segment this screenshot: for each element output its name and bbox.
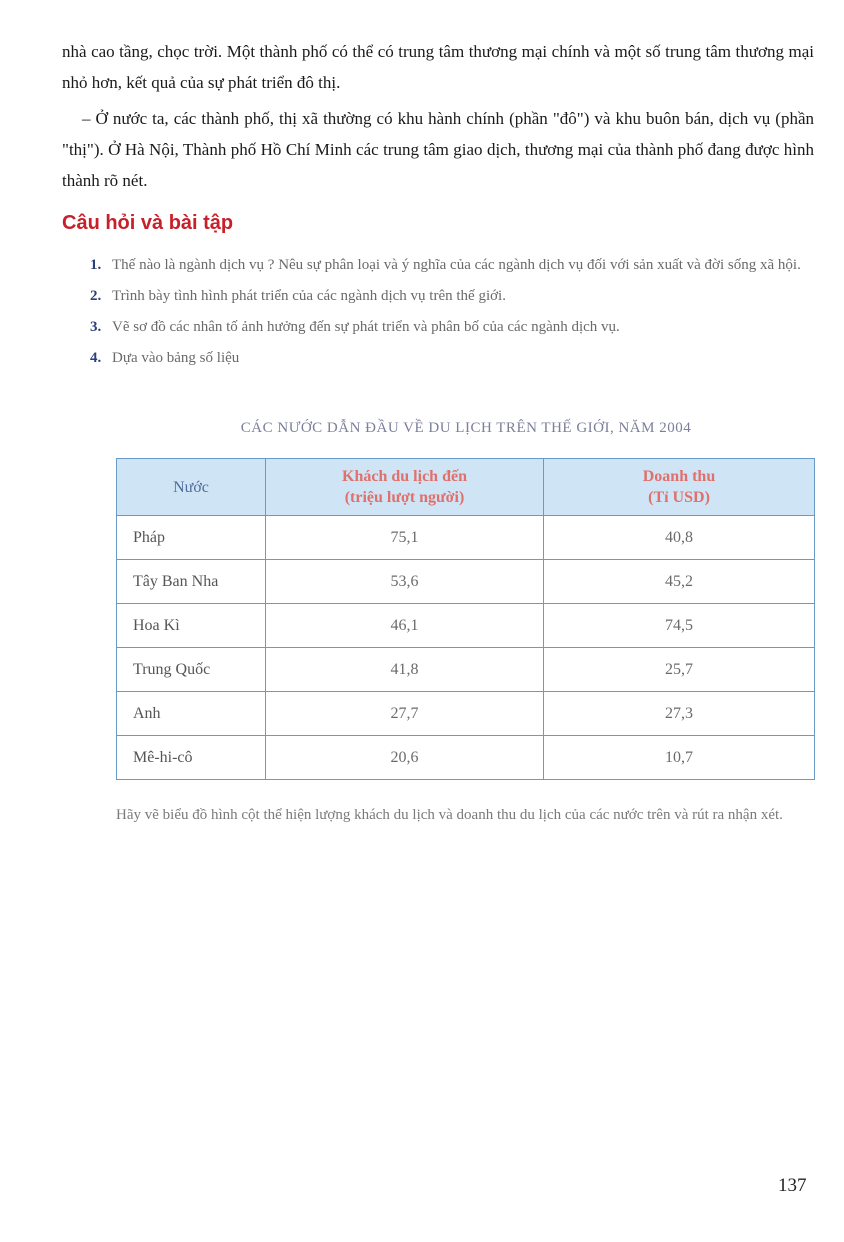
section-title: Câu hỏi và bài tập xyxy=(62,212,234,234)
question-item xyxy=(90,254,816,277)
table-row xyxy=(117,648,815,692)
table-row xyxy=(117,604,815,648)
table-row xyxy=(117,692,815,736)
cell-country: Pháp xyxy=(117,516,266,560)
table-header-row xyxy=(117,459,815,516)
header-revenue-line1: Doanh thu xyxy=(642,468,716,485)
cell-country: Trung Quốc xyxy=(117,648,266,692)
cell-country: Mê-hi-cô xyxy=(117,736,266,780)
header-visitors xyxy=(266,459,544,516)
question-item xyxy=(90,316,816,339)
cell-visitors: 46,1 xyxy=(266,604,544,648)
question-number: 3. xyxy=(90,319,102,335)
question-item xyxy=(90,347,816,370)
cell-visitors: 41,8 xyxy=(266,648,544,692)
header-country: Nước xyxy=(117,459,266,516)
question-number: 4. xyxy=(90,350,102,366)
question-list xyxy=(90,254,816,378)
cell-revenue: 25,7 xyxy=(544,648,815,692)
cell-country: Anh xyxy=(117,692,266,736)
cell-revenue: 27,3 xyxy=(544,692,815,736)
question-text: Dựa vào bảng số liệu xyxy=(112,350,240,366)
cell-visitors: 27,7 xyxy=(266,692,544,736)
table-row xyxy=(117,736,815,780)
exercise-instruction: Hãy vẽ biểu đồ hình cột thể hiện lượng khách du lịch và doanh thu du lịch của các nước trên và rút ra nhận xét. xyxy=(116,807,783,823)
header-revenue xyxy=(544,459,815,516)
table-title: CÁC NƯỚC DẪN ĐẦU VỀ DU LỊCH TRÊN THẾ GIỚI, NĂM 2004 xyxy=(240,420,692,436)
question-text: Vẽ sơ đồ các nhân tố ảnh hưởng đến sự phát triển và phân bố của các ngành dịch vụ. xyxy=(112,319,620,335)
cell-country: Hoa Kì xyxy=(117,604,266,648)
question-number: 2. xyxy=(90,288,102,304)
body-paragraph-1: nhà cao tầng, chọc trời. Một thành phố có thể có trung tâm thương mại chính và một số trung tâm thương mại nhỏ hơn, kết quả của sự phát triển đô thị. xyxy=(62,42,814,92)
header-visitors-line2: (triệu lượt người) xyxy=(344,489,465,506)
cell-visitors: 20,6 xyxy=(266,736,544,780)
cell-visitors: 53,6 xyxy=(266,560,544,604)
question-text: Thế nào là ngành dịch vụ ? Nêu sự phân loại và ý nghĩa của các ngành dịch vụ đối với sản xuất và đời sống xã hội. xyxy=(112,257,801,273)
cell-country: Tây Ban Nha xyxy=(117,560,266,604)
table-row xyxy=(117,516,815,560)
question-number: 1. xyxy=(90,257,102,273)
cell-revenue: 10,7 xyxy=(544,736,815,780)
question-item xyxy=(90,285,816,308)
page-number: 137 xyxy=(778,1175,807,1196)
tourism-data-table xyxy=(116,458,815,780)
header-visitors-line1: Khách du lịch đến xyxy=(342,468,467,485)
header-revenue-line2: (Tỉ USD) xyxy=(648,489,710,506)
cell-revenue: 45,2 xyxy=(544,560,815,604)
cell-revenue: 40,8 xyxy=(544,516,815,560)
cell-visitors: 75,1 xyxy=(266,516,544,560)
body-paragraph-2: – Ở nước ta, các thành phố, thị xã thường có khu hành chính (phần "đô") và khu buôn bán, dịch vụ (phần "thị"). Ở Hà Nội, Thành phố Hồ Chí Minh các trung tâm giao dịch, thương mại của thành phố đang được hình thành rõ nét. xyxy=(62,109,814,190)
question-text: Trình bày tình hình phát triển của các ngành dịch vụ trên thế giới. xyxy=(112,288,506,304)
table-row xyxy=(117,560,815,604)
cell-revenue: 74,5 xyxy=(544,604,815,648)
